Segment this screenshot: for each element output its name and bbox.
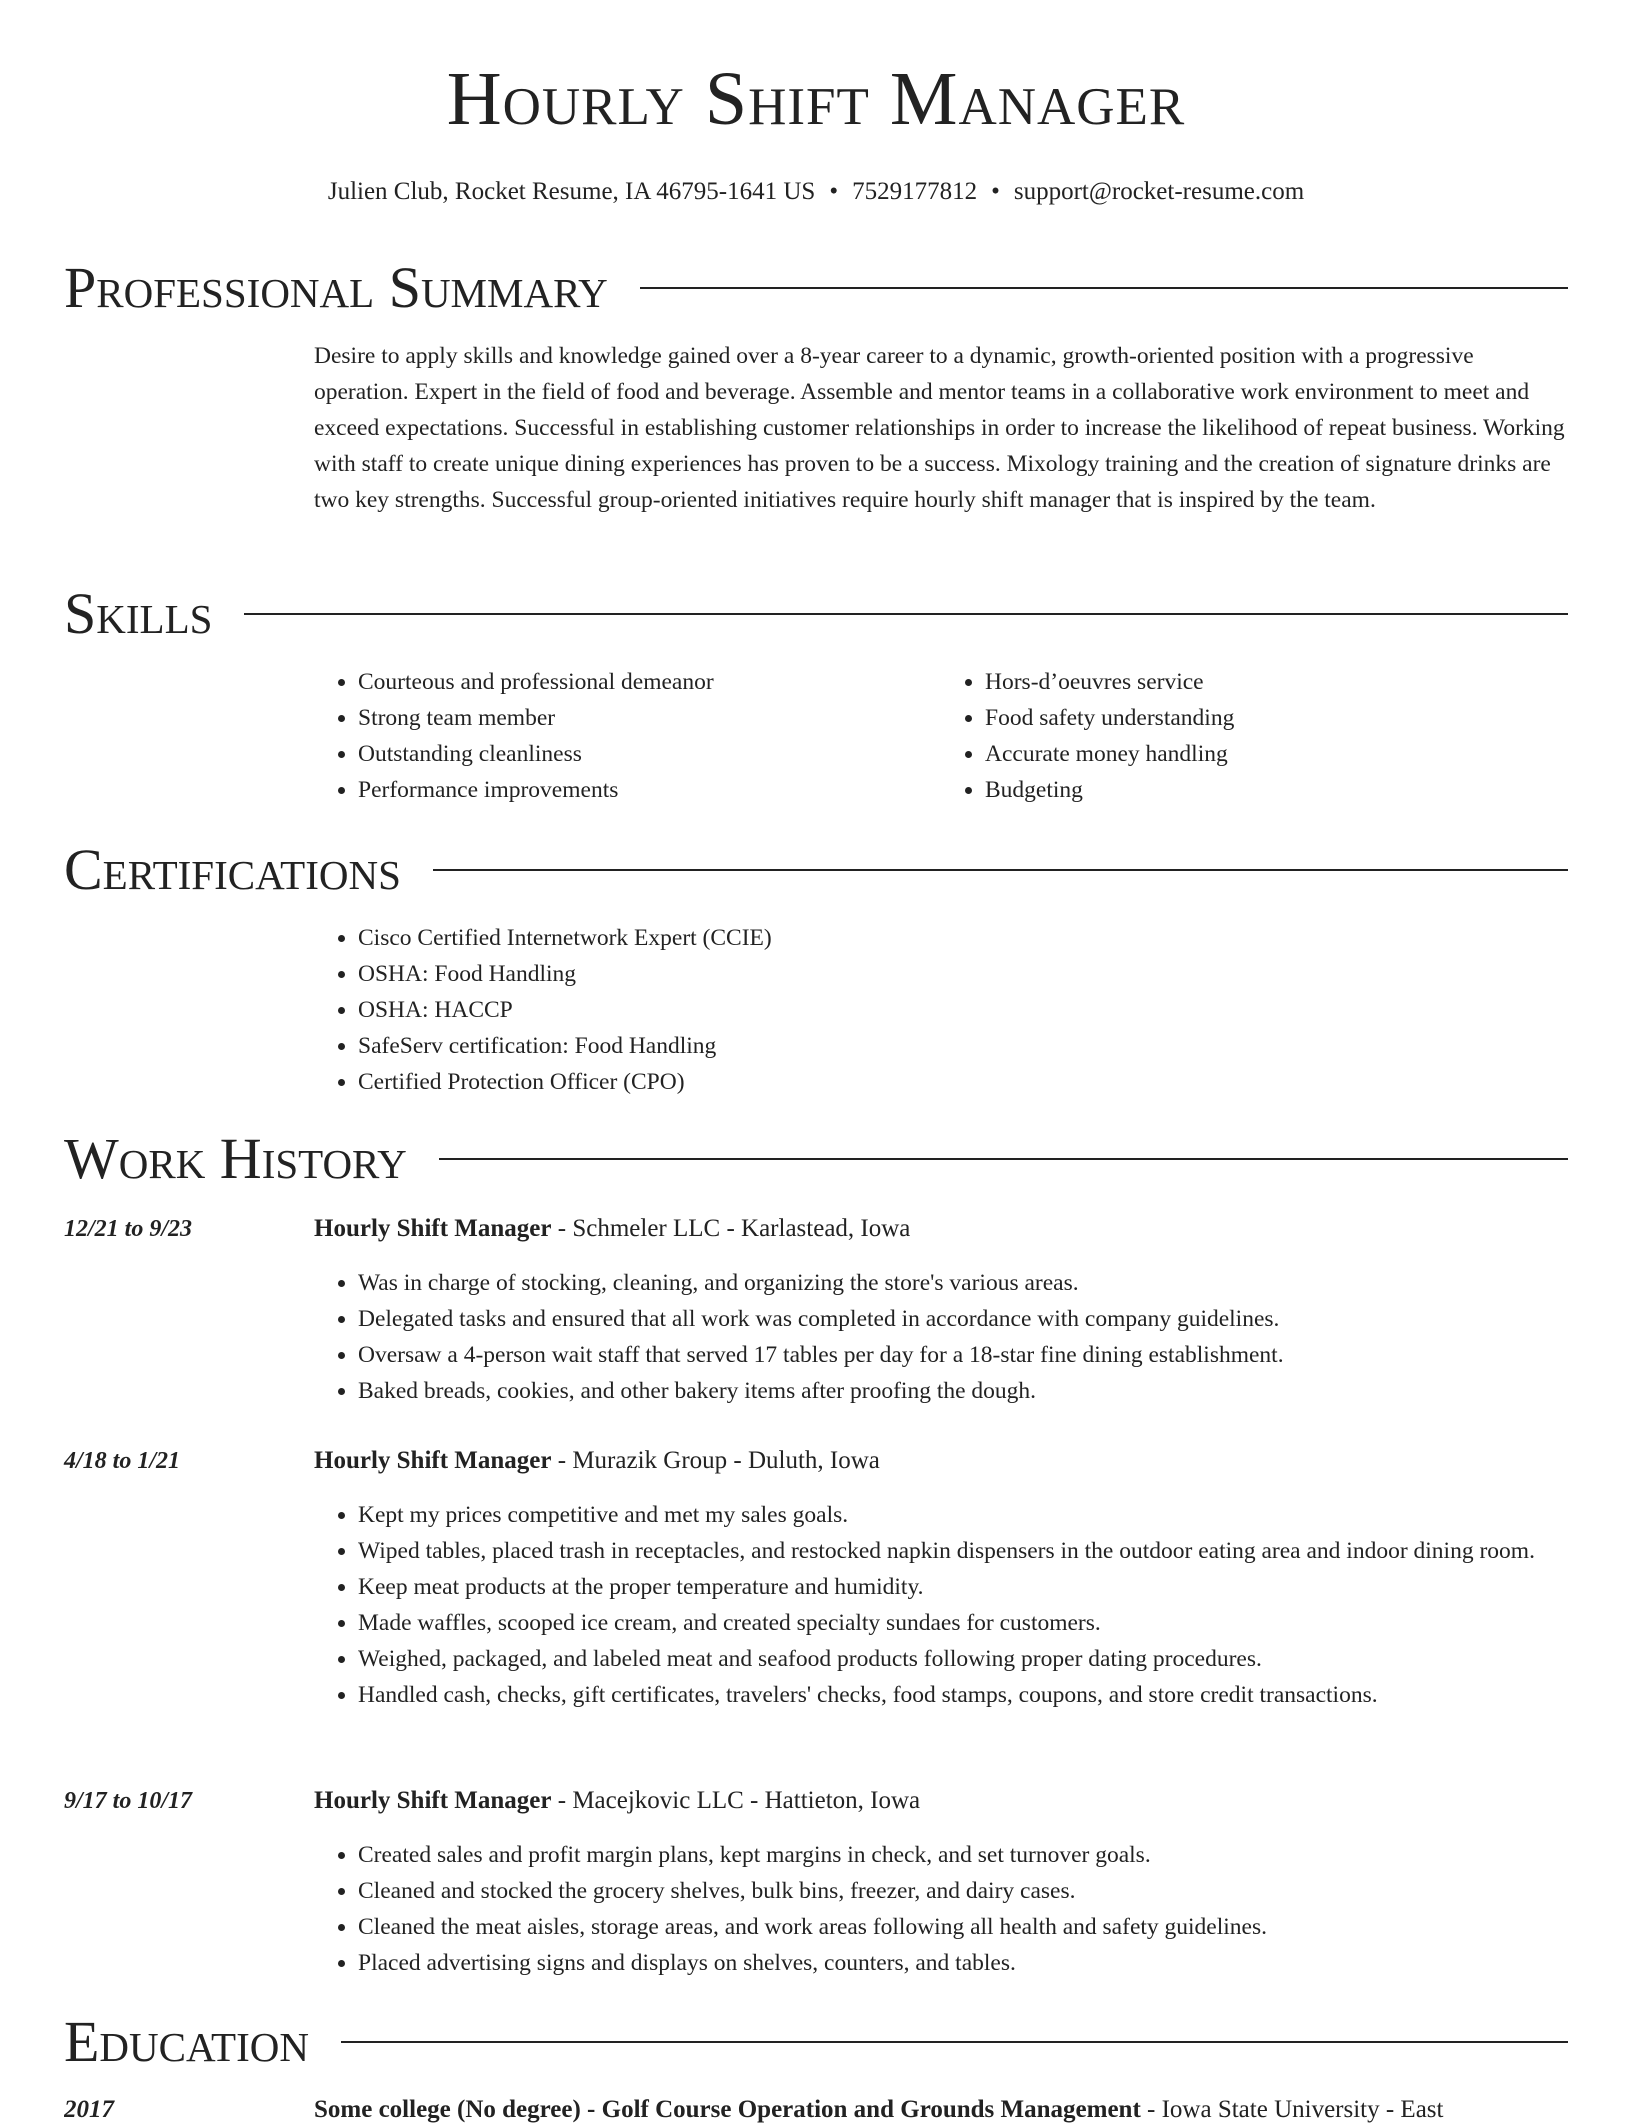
- work-bullet: • Was in charge of stocking, cleaning, and organizing the store's various areas.: [358, 1265, 1568, 1301]
- work-bullet: • Keep meat products at the proper temperature and humidity.: [358, 1569, 1568, 1605]
- skills-block: [314, 664, 1568, 808]
- section-divider: [439, 1158, 1568, 1160]
- section-title: Certifications: [64, 837, 401, 902]
- skill-item: • Budgeting: [985, 772, 1568, 808]
- section-title: Education: [64, 2009, 309, 2074]
- section-title: Work History: [64, 1126, 407, 1191]
- education-title-line: [314, 2092, 1568, 2128]
- certification-item: • OSHA: HACCP: [358, 992, 1568, 1028]
- email: support@rocket-resume.com: [1013, 178, 1305, 205]
- phone: 7529177812: [852, 178, 978, 205]
- work-section-header: [64, 1127, 1568, 1191]
- section-divider: [640, 287, 1568, 289]
- summary-block: [314, 338, 1568, 518]
- skill-item: • Courteous and professional demeanor: [358, 664, 941, 700]
- job-title: Hourly Shift Manager: [314, 1447, 552, 1474]
- job-details: - Schmeler LLC - Karlastead, Iowa: [551, 1215, 911, 1242]
- school: - Iowa State University - East: [1140, 2096, 1444, 2123]
- address: Julien Club, Rocket Resume, IA 46795-1641 US: [327, 178, 816, 205]
- candidate-name: Hourly Shift Manager: [446, 57, 1186, 141]
- skill-item: • Performance improvements: [358, 772, 941, 808]
- work-bullet: • Wiped tables, placed trash in receptacles, and restocked napkin dispensers in the outdoor eating area and indoor dining room.: [358, 1533, 1568, 1569]
- certification-item: • SafeServ certification: Food Handling: [358, 1028, 1568, 1064]
- work-bullet: • Cleaned the meat aisles, storage areas, and work areas following all health and safety guidelines.: [358, 1909, 1568, 1945]
- work-dates: 12/21 to 9/23: [64, 1216, 193, 1242]
- section-title: Skills: [64, 581, 213, 646]
- section-divider: [341, 2041, 1568, 2043]
- contact-separator: •: [829, 178, 839, 205]
- work-bullet: • Baked breads, cookies, and other bakery items after proofing the dough.: [358, 1373, 1568, 1409]
- summary-text: Desire to apply skills and knowledge gained over a 8-year career to a dynamic, growth-oriented position with a progressive operation. Expert in the field of food and beverage. Assemble and mentor teams in a collaborative work environment to meet and exceed expectations. Successful in establishing customer relationships in order to increase the likelihood of repeat business. Working with staff to create unique dining experiences has proven to be a success. Mixology training and the creation of signature drinks are two key strengths. Successful group-oriented initiatives require hourly shift manager that is inspired by the team.: [314, 343, 1565, 513]
- degree: Some college (No degree) - Golf Course Operation and Grounds Management: [314, 2096, 1141, 2123]
- skills-list-right: [941, 664, 1568, 808]
- work-bullets: [314, 1497, 1568, 1713]
- work-title-line: [314, 1783, 1568, 1819]
- work-bullets: [314, 1265, 1568, 1409]
- work-dates: 4/18 to 1/21: [64, 1448, 181, 1474]
- contact-line: [0, 174, 1632, 210]
- education-entry: [64, 2092, 1568, 2128]
- work-bullet: • Handled cash, checks, gift certificates, travelers' checks, food stamps, coupons, and store credit transactions.: [358, 1677, 1568, 1713]
- job-details: - Macejkovic LLC - Hattieton, Iowa: [551, 1787, 921, 1814]
- skills-list-left: [314, 664, 941, 808]
- certification-item: • Certified Protection Officer (CPO): [358, 1064, 1568, 1100]
- skills-section-header: [64, 582, 1568, 646]
- certifications-block: [314, 920, 1568, 1100]
- education-section-header: [64, 2010, 1568, 2074]
- work-bullet: • Created sales and profit margin plans, kept margins in check, and set turnover goals.: [358, 1837, 1568, 1873]
- job-details: - Murazik Group - Duluth, Iowa: [551, 1447, 880, 1474]
- work-bullets: [314, 1837, 1568, 1981]
- certification-item: • Cisco Certified Internetwork Expert (CCIE): [358, 920, 1568, 956]
- work-bullet: • Cleaned and stocked the grocery shelves, bulk bins, freezer, and dairy cases.: [358, 1873, 1568, 1909]
- certification-item: • OSHA: Food Handling: [358, 956, 1568, 992]
- work-bullet: • Oversaw a 4-person wait staff that served 17 tables per day for a 18-star fine dining establishment.: [358, 1337, 1568, 1373]
- work-title-line: [314, 1211, 1568, 1247]
- contact-separator: •: [991, 178, 1000, 205]
- skill-item: • Food safety understanding: [985, 700, 1568, 736]
- skill-item: • Outstanding cleanliness: [358, 736, 941, 772]
- skill-item: • Strong team member: [358, 700, 941, 736]
- work-bullet: • Weighed, packaged, and labeled meat and seafood products following proper dating procedures.: [358, 1641, 1568, 1677]
- education-dates: 2017: [64, 2096, 114, 2123]
- section-divider: [244, 613, 1568, 615]
- section-title: Professional Summary: [64, 255, 608, 320]
- section-divider: [433, 869, 1568, 871]
- work-dates: 9/17 to 10/17: [64, 1788, 193, 1814]
- certifications-list: [314, 920, 1568, 1100]
- work-bullet: • Made waffles, scooped ice cream, and created specialty sundaes for customers.: [358, 1605, 1568, 1641]
- job-title: Hourly Shift Manager: [314, 1215, 552, 1242]
- work-bullet: • Placed advertising signs and displays on shelves, counters, and tables.: [358, 1945, 1568, 1981]
- summary-section-header: [64, 256, 1568, 320]
- work-title-line: [314, 1443, 1568, 1479]
- certifications-section-header: [64, 838, 1568, 902]
- work-bullet: • Kept my prices competitive and met my sales goals.: [358, 1497, 1568, 1533]
- work-bullet: • Delegated tasks and ensured that all work was completed in accordance with company guidelines.: [358, 1301, 1568, 1337]
- skill-item: • Hors-d’oeuvres service: [985, 664, 1568, 700]
- job-title: Hourly Shift Manager: [314, 1787, 552, 1814]
- skill-item: • Accurate money handling: [985, 736, 1568, 772]
